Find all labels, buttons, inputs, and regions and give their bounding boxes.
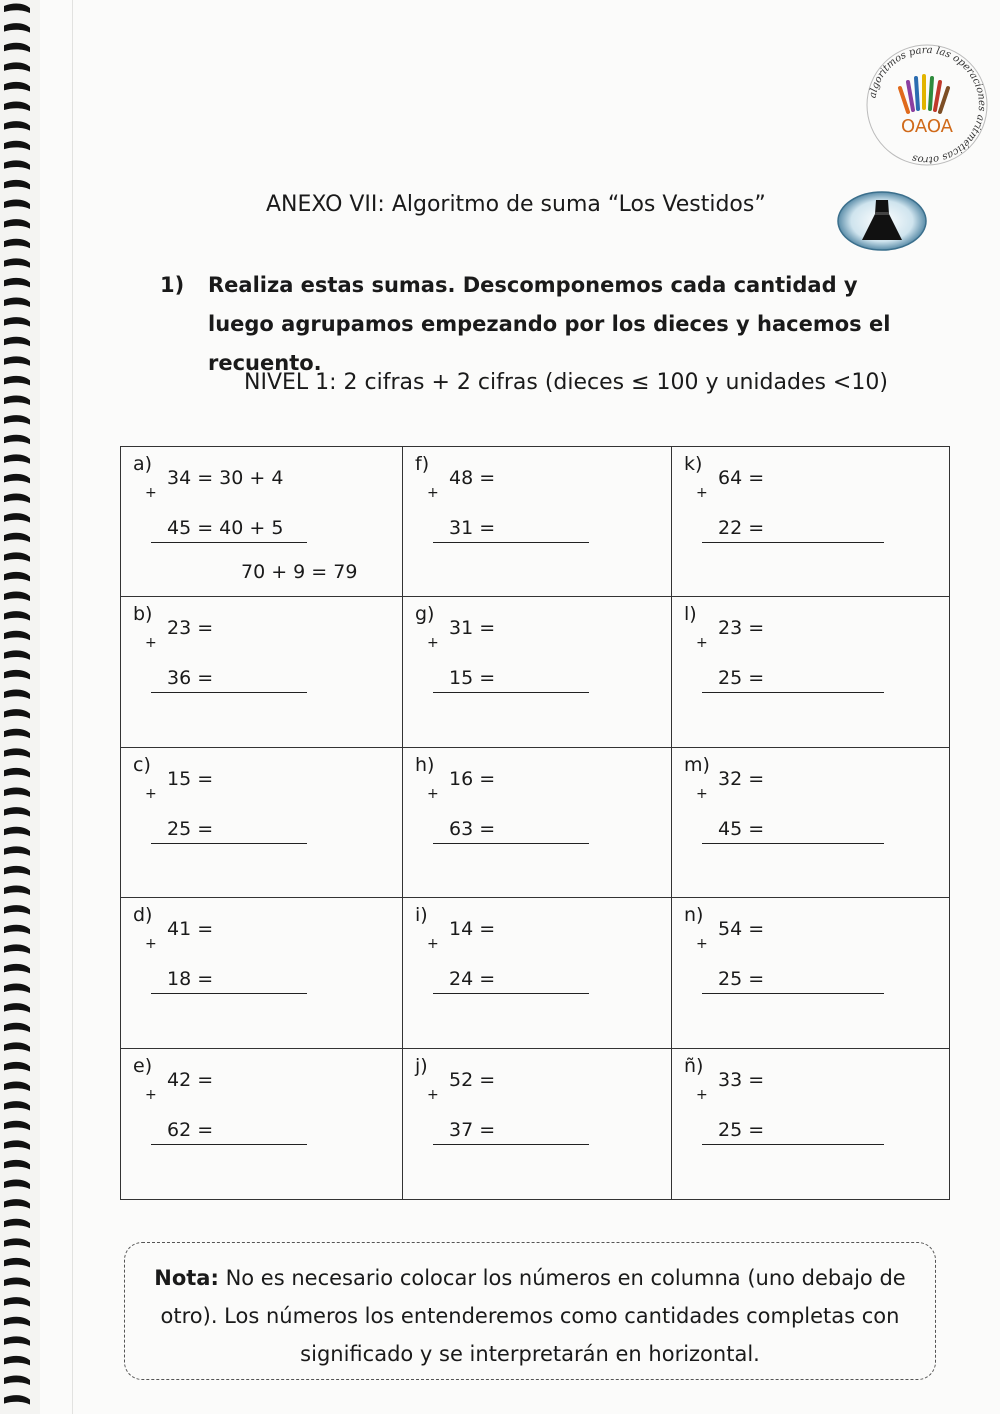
second-addend: 25 = — [718, 968, 765, 991]
spiral-loop — [4, 944, 30, 953]
spiral-loop — [4, 1121, 30, 1130]
plus-sign: + — [427, 936, 439, 953]
spiral-loop — [4, 1297, 30, 1306]
spiral-loop — [4, 925, 30, 934]
sum-line — [702, 1144, 884, 1145]
spiral-loop — [4, 1003, 30, 1012]
spiral-loop — [4, 1317, 30, 1326]
spiral-loop — [4, 650, 30, 659]
spiral-loop — [4, 376, 30, 385]
spiral-loop — [4, 1278, 30, 1287]
spiral-loop — [4, 905, 30, 914]
second-addend: 25 = — [718, 1118, 765, 1141]
logo-ring-text: algoritmos para las operaciones aritméticas otros — [867, 44, 988, 166]
spiral-loop — [4, 43, 30, 52]
spiral-loop — [4, 396, 30, 405]
second-addend: 37 = — [449, 1118, 496, 1141]
spiral-loop — [4, 1180, 30, 1189]
spiral-loop — [4, 513, 30, 522]
sum-line — [433, 542, 589, 543]
plus-sign: + — [427, 635, 439, 652]
second-addend: 45 = 40 + 5 — [167, 517, 284, 539]
spiral-loop — [4, 258, 30, 267]
second-addend: 25 = — [718, 667, 765, 690]
spiral-loop — [4, 62, 30, 71]
spiral-binding — [0, 0, 40, 1414]
exercise-letter: j) — [415, 1054, 428, 1077]
spiral-loop — [4, 494, 30, 503]
exercise-cell — [672, 447, 949, 597]
exercise-letter: e) — [133, 1054, 153, 1077]
spiral-loop — [4, 572, 30, 581]
spiral-loop — [4, 1160, 30, 1169]
spiral-loop — [4, 356, 30, 365]
second-addend: 25 = — [167, 817, 214, 840]
sum-line — [151, 843, 307, 844]
sum-line — [151, 692, 307, 693]
first-addend: 34 = 30 + 4 — [167, 467, 284, 489]
exercise-cell — [403, 1049, 672, 1199]
spiral-loop — [4, 474, 30, 483]
dress-icon — [836, 190, 928, 252]
exercise-cell — [672, 597, 949, 747]
plus-sign: + — [696, 785, 708, 802]
spiral-loop — [4, 729, 30, 738]
sum-line — [433, 993, 589, 994]
spiral-loop — [4, 239, 30, 248]
first-addend: 52 = — [449, 1068, 496, 1091]
spiral-loop — [4, 592, 30, 601]
spiral-loop — [4, 454, 30, 463]
exercise-letter: ñ) — [684, 1054, 704, 1077]
spiral-loop — [4, 1062, 30, 1071]
spiral-loop — [4, 180, 30, 189]
plus-sign: + — [696, 1086, 708, 1103]
sum-line — [151, 993, 307, 994]
page-margin-line — [72, 0, 73, 1414]
exercise-letter: c) — [133, 753, 151, 776]
exercise-cell — [121, 898, 403, 1048]
exercise-instruction — [160, 266, 920, 383]
first-addend: 54 = — [718, 918, 765, 941]
spiral-loop — [4, 1219, 30, 1228]
oaoa-logo — [862, 40, 992, 170]
exercise-cell — [121, 1049, 403, 1199]
first-addend: 23 = — [167, 617, 214, 640]
spiral-loop — [4, 317, 30, 326]
exercise-cell — [403, 447, 672, 597]
plus-sign: + — [696, 936, 708, 953]
level-heading: NIVEL 1: 2 cifras + 2 cifras (dieces ≤ 100 y unidades <10) — [244, 370, 888, 395]
spiral-loop — [4, 886, 30, 895]
spiral-loop — [4, 1199, 30, 1208]
logo-text: OAOA — [900, 116, 954, 137]
spiral-loop — [4, 709, 30, 718]
exercise-cell — [672, 1049, 949, 1199]
plus-sign: + — [696, 485, 708, 501]
sum-line — [433, 692, 589, 693]
spiral-loop — [4, 807, 30, 816]
first-addend: 31 = — [449, 617, 496, 640]
spiral-loop — [4, 827, 30, 836]
plus-sign: + — [145, 485, 157, 501]
exercise-letter: d) — [133, 904, 153, 927]
spiral-loop — [4, 1238, 30, 1247]
exercise-letter: a) — [133, 453, 153, 475]
sum-line — [151, 542, 307, 543]
sum-line — [433, 1144, 589, 1145]
spiral-loop — [4, 984, 30, 993]
spiral-loop — [4, 552, 30, 561]
sum-line — [151, 1144, 307, 1145]
spiral-loop — [4, 690, 30, 699]
spiral-loop — [4, 1258, 30, 1267]
exercise-letter: b) — [133, 603, 153, 626]
spiral-loop — [4, 121, 30, 130]
exercise-text: Realiza estas sumas. Descomponemos cada cantidad y luego agrupamos empezando por los dieces y hacemos el recuento. — [208, 273, 891, 375]
note-text: No es necesario colocar los números en columna (uno debajo de otro). Los números los entenderemos como cantidades completas con significado y se interpretarán en horizontal. — [160, 1266, 906, 1366]
exercise-letter: l) — [684, 603, 697, 626]
spiral-loop — [4, 102, 30, 111]
plus-sign: + — [427, 785, 439, 802]
annex-title: ANEXO VII: Algoritmo de suma “Los Vestidos” — [266, 192, 766, 217]
spiral-loop — [4, 788, 30, 797]
first-addend: 32 = — [718, 767, 765, 790]
sum-line — [702, 843, 884, 844]
spiral-loop — [4, 298, 30, 307]
plus-sign: + — [145, 1086, 157, 1103]
note-box — [124, 1242, 936, 1380]
spiral-loop — [4, 846, 30, 855]
second-addend: 62 = — [167, 1118, 214, 1141]
exercise-letter: n) — [684, 904, 704, 927]
exercise-cell — [672, 898, 949, 1048]
spiral-loop — [4, 219, 30, 228]
first-addend: 42 = — [167, 1068, 214, 1091]
sum-line — [433, 843, 589, 844]
spiral-loop — [4, 631, 30, 640]
first-addend: 41 = — [167, 918, 214, 941]
spiral-loop — [4, 768, 30, 777]
first-addend: 48 = — [449, 467, 496, 489]
exercise-grid — [120, 446, 950, 1200]
spiral-loop — [4, 278, 30, 287]
second-addend: 63 = — [449, 817, 496, 840]
first-addend: 33 = — [718, 1068, 765, 1091]
spiral-loop — [4, 160, 30, 169]
plus-sign: + — [145, 936, 157, 953]
exercise-number: 1) — [160, 273, 185, 297]
spiral-loop — [4, 1356, 30, 1365]
second-addend: 15 = — [449, 667, 496, 690]
exercise-cell — [403, 898, 672, 1048]
first-addend: 23 = — [718, 617, 765, 640]
exercise-cell — [403, 748, 672, 898]
exercise-cell — [121, 748, 403, 898]
spiral-loop — [4, 611, 30, 620]
spiral-loop — [4, 533, 30, 542]
plus-sign: + — [145, 785, 157, 802]
exercise-letter: k) — [684, 453, 703, 475]
spiral-loop — [4, 200, 30, 209]
second-addend: 36 = — [167, 667, 214, 690]
plus-sign: + — [145, 635, 157, 652]
spiral-loop — [4, 141, 30, 150]
note-label: Nota: — [154, 1266, 219, 1290]
spiral-loop — [4, 1023, 30, 1032]
spiral-loop — [4, 1336, 30, 1345]
plus-sign: + — [427, 1086, 439, 1103]
sum-line — [702, 542, 884, 543]
spiral-loop — [4, 1042, 30, 1051]
exercise-cell — [672, 748, 949, 898]
exercise-cell — [121, 597, 403, 747]
sum-line — [702, 993, 884, 994]
spiral-loop — [4, 82, 30, 91]
second-addend: 18 = — [167, 968, 214, 991]
spiral-loop — [4, 1376, 30, 1385]
spiral-loop — [4, 1395, 30, 1404]
spiral-loop — [4, 435, 30, 444]
exercise-letter: h) — [415, 753, 435, 776]
spiral-loop — [4, 1140, 30, 1149]
first-addend: 64 = — [718, 467, 765, 489]
spiral-loop — [4, 4, 30, 13]
exercise-letter: m) — [684, 753, 710, 776]
first-addend: 15 = — [167, 767, 214, 790]
exercise-letter: i) — [415, 904, 428, 927]
sum-result: 70 + 9 = 79 — [241, 561, 358, 583]
first-addend: 16 = — [449, 767, 496, 790]
second-addend: 45 = — [718, 817, 765, 840]
spiral-loop — [4, 866, 30, 875]
spiral-loop — [4, 1082, 30, 1091]
exercise-letter: g) — [415, 603, 435, 626]
spiral-loop — [4, 748, 30, 757]
spiral-loop — [4, 670, 30, 679]
second-addend: 31 = — [449, 517, 496, 539]
svg-text:algoritmos para las operacione — [867, 45, 987, 165]
spiral-loop — [4, 337, 30, 346]
exercise-letter: f) — [415, 453, 430, 475]
plus-sign: + — [696, 635, 708, 652]
sum-line — [702, 692, 884, 693]
second-addend: 24 = — [449, 968, 496, 991]
first-addend: 14 = — [449, 918, 496, 941]
spiral-loop — [4, 23, 30, 32]
second-addend: 22 = — [718, 517, 765, 539]
spiral-loop — [4, 415, 30, 424]
spiral-loop — [4, 1101, 30, 1110]
exercise-cell — [121, 447, 403, 597]
plus-sign: + — [427, 485, 439, 501]
spiral-loop — [4, 964, 30, 973]
exercise-cell — [403, 597, 672, 747]
